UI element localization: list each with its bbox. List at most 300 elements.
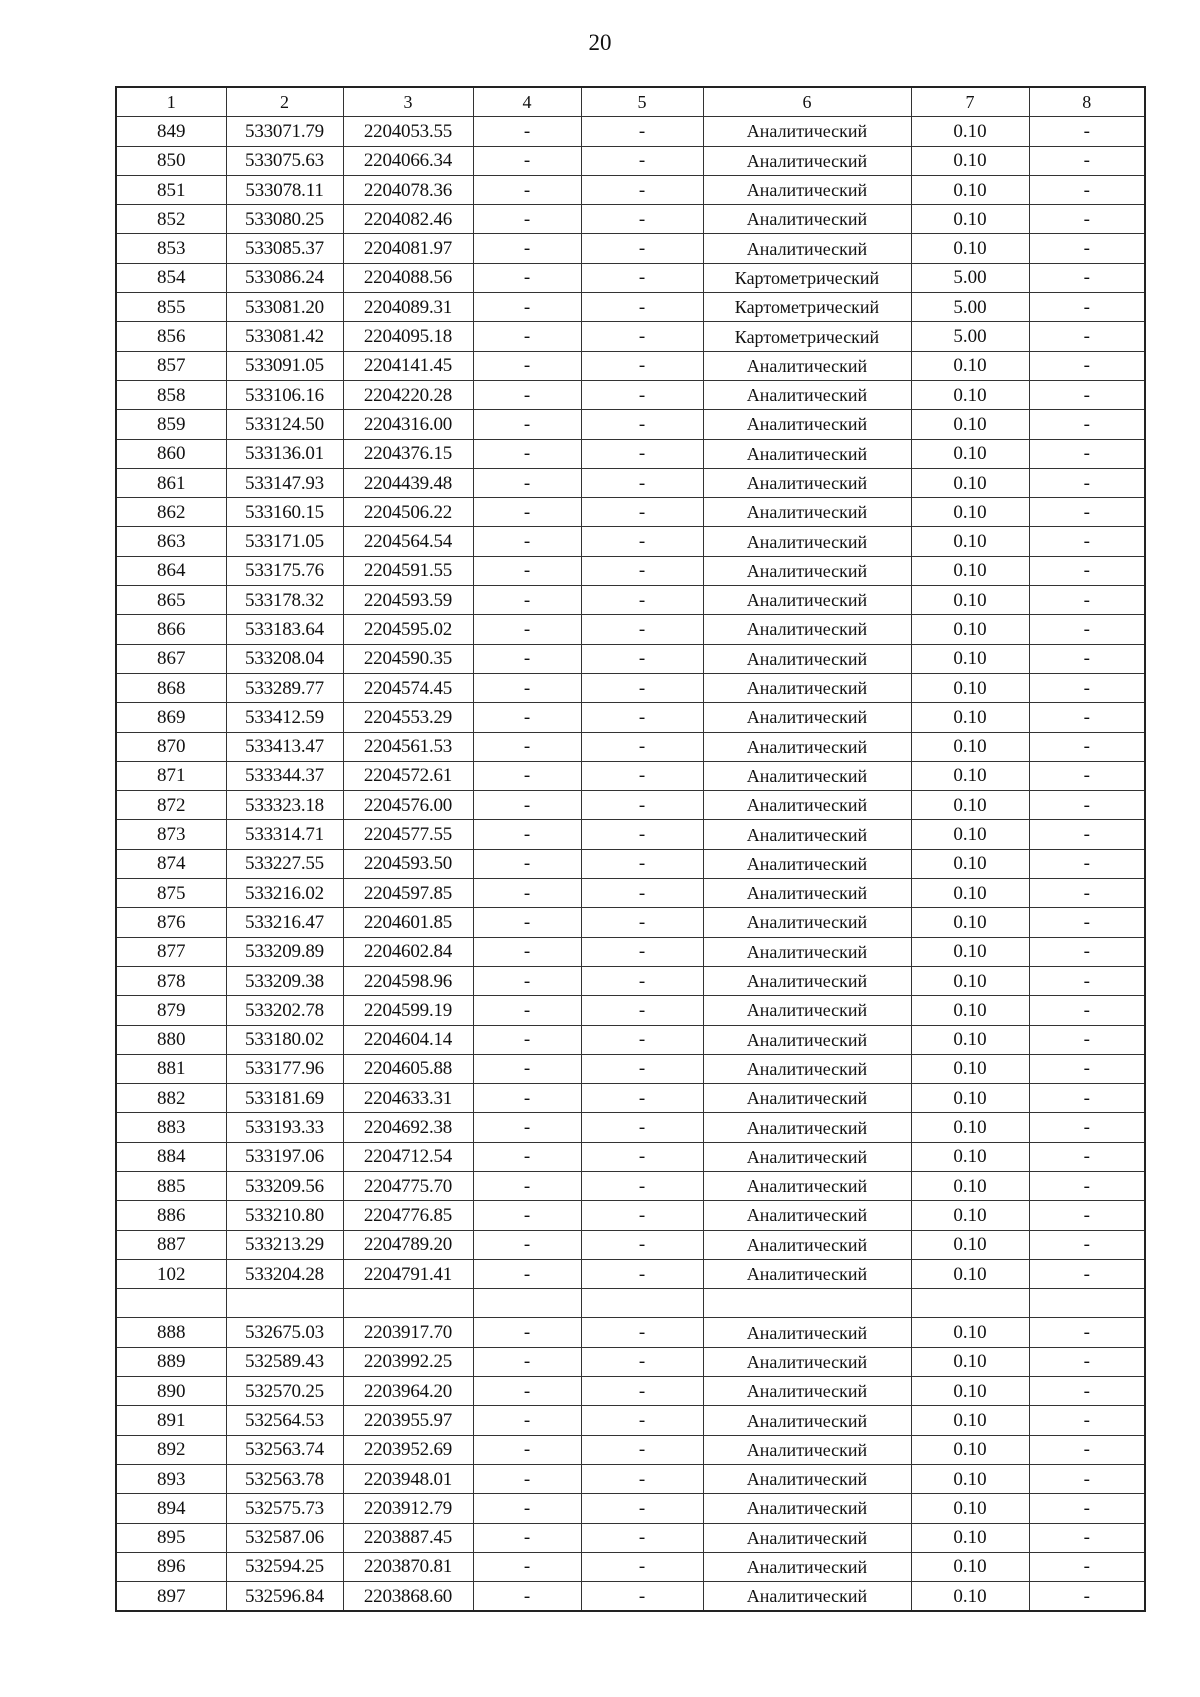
cell-accuracy: 0.10	[911, 410, 1029, 439]
cell-accuracy: 0.10	[911, 205, 1029, 234]
cell-point-number: 871	[116, 761, 226, 790]
cell-method: Аналитический	[703, 1084, 911, 1113]
cell-point-number: 867	[116, 644, 226, 673]
cell-col-4: -	[473, 1464, 581, 1493]
cell-col-4: -	[473, 1201, 581, 1230]
cell-col-5: -	[581, 1025, 703, 1054]
cell-y-coordinate: 2204604.14	[343, 1025, 473, 1054]
cell-point-number: 856	[116, 322, 226, 351]
cell-y-coordinate: 2204598.96	[343, 966, 473, 995]
cell-col-5: -	[581, 1201, 703, 1230]
cell-y-coordinate: 2204376.15	[343, 439, 473, 468]
cell-col-5: -	[581, 175, 703, 204]
cell-point-number: 870	[116, 732, 226, 761]
cell-col-8: -	[1029, 117, 1145, 146]
cell-col-8: -	[1029, 234, 1145, 263]
cell-col-4: -	[473, 761, 581, 790]
cell-y-coordinate: 2204605.88	[343, 1054, 473, 1083]
cell-col-8: -	[1029, 1464, 1145, 1493]
cell-accuracy: 0.10	[911, 175, 1029, 204]
cell-x-coordinate: 533136.01	[226, 439, 343, 468]
cell-x-coordinate: 533086.24	[226, 263, 343, 292]
cell-y-coordinate: 2203870.81	[343, 1552, 473, 1581]
cell-y-coordinate: 2204439.48	[343, 468, 473, 497]
cell-col-4: -	[473, 791, 581, 820]
cell-point-number: 849	[116, 117, 226, 146]
cell-col-8: -	[1029, 175, 1145, 204]
cell-point-number: 887	[116, 1230, 226, 1259]
table-row	[116, 791, 1145, 820]
cell-y-coordinate: 2203992.25	[343, 1347, 473, 1376]
cell-col-5: -	[581, 527, 703, 556]
table-row	[116, 966, 1145, 995]
cell-accuracy: 0.10	[911, 146, 1029, 175]
table-row	[116, 1201, 1145, 1230]
cell-method: Аналитический	[703, 205, 911, 234]
cell-y-coordinate: 2204553.29	[343, 703, 473, 732]
cell-col-8: -	[1029, 380, 1145, 409]
cell-y-coordinate: 2204633.31	[343, 1084, 473, 1113]
table-row	[116, 351, 1145, 380]
cell-col-5: -	[581, 996, 703, 1025]
cell-col-8: -	[1029, 468, 1145, 497]
cell-col-8: -	[1029, 879, 1145, 908]
cell-x-coordinate: 533124.50	[226, 410, 343, 439]
cell-method: Аналитический	[703, 1025, 911, 1054]
cell-method: Аналитический	[703, 410, 911, 439]
cell-method: Аналитический	[703, 849, 911, 878]
cell-col-8: -	[1029, 351, 1145, 380]
cell-point-number: 878	[116, 966, 226, 995]
cell-point-number: 853	[116, 234, 226, 263]
cell-y-coordinate: 2204602.84	[343, 937, 473, 966]
cell-x-coordinate: 533071.79	[226, 117, 343, 146]
cell-col-4: -	[473, 1582, 581, 1612]
cell-col-5: -	[581, 1347, 703, 1376]
cell-y-coordinate: 2204564.54	[343, 527, 473, 556]
table-row	[116, 586, 1145, 615]
cell-x-coordinate	[226, 1289, 343, 1318]
cell-point-number: 874	[116, 849, 226, 878]
cell-method: Аналитический	[703, 966, 911, 995]
cell-accuracy: 0.10	[911, 527, 1029, 556]
cell-method: Аналитический	[703, 527, 911, 556]
cell-col-4: -	[473, 1494, 581, 1523]
table-row	[116, 322, 1145, 351]
cell-point-number: 869	[116, 703, 226, 732]
cell-col-4: -	[473, 820, 581, 849]
cell-col-4: -	[473, 1259, 581, 1288]
cell-method: Аналитический	[703, 175, 911, 204]
cell-accuracy: 0.10	[911, 380, 1029, 409]
cell-x-coordinate: 533178.32	[226, 586, 343, 615]
cell-col-8: -	[1029, 703, 1145, 732]
cell-y-coordinate: 2204095.18	[343, 322, 473, 351]
cell-method: Картометрический	[703, 293, 911, 322]
cell-col-8: -	[1029, 791, 1145, 820]
cell-accuracy	[911, 1289, 1029, 1318]
cell-x-coordinate: 533183.64	[226, 615, 343, 644]
cell-method: Аналитический	[703, 1230, 911, 1259]
cell-y-coordinate: 2204776.85	[343, 1201, 473, 1230]
table-row	[116, 527, 1145, 556]
cell-method: Аналитический	[703, 1406, 911, 1435]
cell-x-coordinate: 533314.71	[226, 820, 343, 849]
cell-col-5: -	[581, 820, 703, 849]
cell-col-5: -	[581, 1406, 703, 1435]
cell-col-8: -	[1029, 1552, 1145, 1581]
cell-accuracy: 0.10	[911, 234, 1029, 263]
table-row	[116, 1113, 1145, 1142]
cell-accuracy: 0.10	[911, 1494, 1029, 1523]
cell-col-5: -	[581, 1552, 703, 1581]
cell-col-5: -	[581, 205, 703, 234]
cell-col-4: -	[473, 1054, 581, 1083]
cell-method: Аналитический	[703, 439, 911, 468]
cell-method: Аналитический	[703, 1171, 911, 1200]
table-row	[116, 761, 1145, 790]
cell-col-8: -	[1029, 1377, 1145, 1406]
cell-y-coordinate: 2204595.02	[343, 615, 473, 644]
cell-method: Аналитический	[703, 1552, 911, 1581]
cell-accuracy: 5.00	[911, 263, 1029, 292]
cell-method: Аналитический	[703, 820, 911, 849]
cell-accuracy: 0.10	[911, 1230, 1029, 1259]
table-row	[116, 556, 1145, 585]
cell-y-coordinate: 2204593.59	[343, 586, 473, 615]
cell-method: Аналитический	[703, 498, 911, 527]
cell-x-coordinate: 533289.77	[226, 673, 343, 702]
cell-col-4: -	[473, 1230, 581, 1259]
cell-col-8: -	[1029, 1201, 1145, 1230]
cell-col-8: -	[1029, 1113, 1145, 1142]
table-row	[116, 1025, 1145, 1054]
cell-col-5: -	[581, 322, 703, 351]
table-row	[116, 1582, 1145, 1612]
cell-accuracy: 0.10	[911, 1201, 1029, 1230]
cell-col-5: -	[581, 1582, 703, 1612]
cell-point-number: 897	[116, 1582, 226, 1612]
cell-y-coordinate: 2204601.85	[343, 908, 473, 937]
cell-col-4: -	[473, 1377, 581, 1406]
cell-method: Картометрический	[703, 322, 911, 351]
cell-x-coordinate: 533181.69	[226, 1084, 343, 1113]
cell-point-number: 851	[116, 175, 226, 204]
cell-col-4: -	[473, 644, 581, 673]
cell-x-coordinate: 533227.55	[226, 849, 343, 878]
cell-accuracy: 0.10	[911, 1025, 1029, 1054]
cell-accuracy: 0.10	[911, 703, 1029, 732]
cell-col-5: -	[581, 439, 703, 468]
table-row	[116, 996, 1145, 1025]
cell-y-coordinate: 2204082.46	[343, 205, 473, 234]
cell-col-8: -	[1029, 849, 1145, 878]
cell-col-5: -	[581, 703, 703, 732]
cell-col-8: -	[1029, 820, 1145, 849]
table-row	[116, 117, 1145, 146]
cell-col-5: -	[581, 468, 703, 497]
cell-y-coordinate: 2204590.35	[343, 644, 473, 673]
cell-y-coordinate: 2204066.34	[343, 146, 473, 175]
cell-col-4: -	[473, 1406, 581, 1435]
cell-col-4: -	[473, 966, 581, 995]
table-row	[116, 732, 1145, 761]
cell-method: Аналитический	[703, 1494, 911, 1523]
cell-col-4: -	[473, 879, 581, 908]
cell-col-8: -	[1029, 732, 1145, 761]
cell-method: Аналитический	[703, 1435, 911, 1464]
cell-col-8: -	[1029, 1054, 1145, 1083]
cell-col-4: -	[473, 849, 581, 878]
column-header-5: 5	[581, 87, 703, 117]
cell-point-number: 865	[116, 586, 226, 615]
table-row	[116, 1142, 1145, 1171]
cell-y-coordinate: 2204597.85	[343, 879, 473, 908]
column-header-4: 4	[473, 87, 581, 117]
cell-method: Аналитический	[703, 761, 911, 790]
cell-x-coordinate: 533180.02	[226, 1025, 343, 1054]
cell-point-number: 875	[116, 879, 226, 908]
cell-y-coordinate: 2203952.69	[343, 1435, 473, 1464]
cell-col-4: -	[473, 293, 581, 322]
cell-col-8: -	[1029, 761, 1145, 790]
cell-method: Аналитический	[703, 1201, 911, 1230]
cell-col-8: -	[1029, 1435, 1145, 1464]
cell-point-number: 884	[116, 1142, 226, 1171]
cell-method: Аналитический	[703, 1113, 911, 1142]
cell-accuracy: 0.10	[911, 1318, 1029, 1347]
table-row	[116, 1054, 1145, 1083]
cell-method: Аналитический	[703, 117, 911, 146]
cell-col-5	[581, 1289, 703, 1318]
cell-accuracy: 0.10	[911, 1582, 1029, 1612]
cell-x-coordinate: 533197.06	[226, 1142, 343, 1171]
cell-col-8: -	[1029, 410, 1145, 439]
cell-point-number: 857	[116, 351, 226, 380]
table-row	[116, 937, 1145, 966]
cell-col-8	[1029, 1289, 1145, 1318]
cell-accuracy: 5.00	[911, 293, 1029, 322]
cell-col-4: -	[473, 410, 581, 439]
table-header-row	[116, 87, 1145, 117]
cell-col-5: -	[581, 380, 703, 409]
cell-x-coordinate: 532589.43	[226, 1347, 343, 1376]
cell-y-coordinate: 2204593.50	[343, 849, 473, 878]
cell-accuracy: 0.10	[911, 1171, 1029, 1200]
cell-accuracy: 0.10	[911, 937, 1029, 966]
cell-col-8: -	[1029, 322, 1145, 351]
cell-y-coordinate: 2203955.97	[343, 1406, 473, 1435]
cell-x-coordinate: 533202.78	[226, 996, 343, 1025]
cell-col-5: -	[581, 761, 703, 790]
coordinates-table	[115, 86, 1146, 1612]
cell-method: Аналитический	[703, 937, 911, 966]
cell-point-number: 885	[116, 1171, 226, 1200]
cell-point-number: 892	[116, 1435, 226, 1464]
table-row	[116, 849, 1145, 878]
table-row	[116, 1347, 1145, 1376]
cell-method: Аналитический	[703, 879, 911, 908]
cell-point-number: 881	[116, 1054, 226, 1083]
cell-col-4: -	[473, 263, 581, 292]
cell-col-5: -	[581, 644, 703, 673]
cell-col-4: -	[473, 468, 581, 497]
cell-col-4: -	[473, 205, 581, 234]
table-row	[116, 1171, 1145, 1200]
cell-method: Аналитический	[703, 468, 911, 497]
cell-point-number: 876	[116, 908, 226, 937]
cell-col-4: -	[473, 322, 581, 351]
cell-col-5: -	[581, 966, 703, 995]
cell-point-number: 893	[116, 1464, 226, 1493]
table-row	[116, 498, 1145, 527]
cell-y-coordinate: 2203964.20	[343, 1377, 473, 1406]
cell-point-number: 894	[116, 1494, 226, 1523]
column-header-3: 3	[343, 87, 473, 117]
cell-col-5: -	[581, 1318, 703, 1347]
cell-accuracy: 0.10	[911, 732, 1029, 761]
cell-col-5: -	[581, 879, 703, 908]
cell-col-8: -	[1029, 1318, 1145, 1347]
cell-point-number: 873	[116, 820, 226, 849]
cell-accuracy: 0.10	[911, 468, 1029, 497]
cell-x-coordinate: 533081.42	[226, 322, 343, 351]
cell-x-coordinate: 533080.25	[226, 205, 343, 234]
cell-accuracy: 5.00	[911, 322, 1029, 351]
cell-x-coordinate: 532564.53	[226, 1406, 343, 1435]
table-row	[116, 205, 1145, 234]
cell-x-coordinate: 533209.56	[226, 1171, 343, 1200]
table-row	[116, 673, 1145, 702]
cell-col-8: -	[1029, 1171, 1145, 1200]
cell-col-4: -	[473, 1318, 581, 1347]
cell-col-4: -	[473, 556, 581, 585]
cell-col-5: -	[581, 146, 703, 175]
cell-col-5: -	[581, 732, 703, 761]
cell-method: Аналитический	[703, 1054, 911, 1083]
cell-y-coordinate: 2203948.01	[343, 1464, 473, 1493]
cell-col-8: -	[1029, 263, 1145, 292]
cell-col-5: -	[581, 849, 703, 878]
cell-x-coordinate: 533213.29	[226, 1230, 343, 1259]
cell-method: Аналитический	[703, 908, 911, 937]
cell-col-8: -	[1029, 1494, 1145, 1523]
cell-x-coordinate: 533160.15	[226, 498, 343, 527]
cell-method: Аналитический	[703, 644, 911, 673]
cell-point-number: 854	[116, 263, 226, 292]
table-row	[116, 879, 1145, 908]
cell-method: Аналитический	[703, 615, 911, 644]
cell-col-8: -	[1029, 1406, 1145, 1435]
cell-point-number: 861	[116, 468, 226, 497]
cell-accuracy: 0.10	[911, 615, 1029, 644]
table-row	[116, 1552, 1145, 1581]
cell-col-4: -	[473, 673, 581, 702]
cell-col-5: -	[581, 1435, 703, 1464]
cell-col-8: -	[1029, 146, 1145, 175]
table-row	[116, 644, 1145, 673]
cell-method: Аналитический	[703, 703, 911, 732]
cell-x-coordinate: 533216.47	[226, 908, 343, 937]
cell-col-4: -	[473, 1435, 581, 1464]
table-row	[116, 1523, 1145, 1552]
table-row	[116, 146, 1145, 175]
cell-accuracy: 0.10	[911, 1259, 1029, 1288]
cell-col-5: -	[581, 1171, 703, 1200]
cell-col-8: -	[1029, 1347, 1145, 1376]
cell-point-number: 882	[116, 1084, 226, 1113]
cell-col-4: -	[473, 1113, 581, 1142]
cell-col-8: -	[1029, 1084, 1145, 1113]
cell-col-5: -	[581, 908, 703, 937]
cell-point-number: 895	[116, 1523, 226, 1552]
cell-col-8: -	[1029, 527, 1145, 556]
cell-point-number: 852	[116, 205, 226, 234]
cell-method: Аналитический	[703, 380, 911, 409]
cell-col-4: -	[473, 937, 581, 966]
cell-accuracy: 0.10	[911, 1552, 1029, 1581]
table-row	[116, 1318, 1145, 1347]
table-row	[116, 410, 1145, 439]
cell-col-4: -	[473, 234, 581, 263]
cell-x-coordinate: 532575.73	[226, 1494, 343, 1523]
column-header-2: 2	[226, 87, 343, 117]
cell-point-number: 889	[116, 1347, 226, 1376]
cell-y-coordinate	[343, 1289, 473, 1318]
cell-y-coordinate: 2203868.60	[343, 1582, 473, 1612]
cell-col-4: -	[473, 908, 581, 937]
cell-accuracy: 0.10	[911, 908, 1029, 937]
column-header-7: 7	[911, 87, 1029, 117]
cell-accuracy: 0.10	[911, 761, 1029, 790]
cell-method: Аналитический	[703, 732, 911, 761]
cell-x-coordinate: 532594.25	[226, 1552, 343, 1581]
cell-col-4: -	[473, 146, 581, 175]
cell-method: Аналитический	[703, 1142, 911, 1171]
cell-accuracy: 0.10	[911, 498, 1029, 527]
cell-col-5: -	[581, 1464, 703, 1493]
cell-col-5: -	[581, 1054, 703, 1083]
cell-col-8: -	[1029, 908, 1145, 937]
cell-y-coordinate: 2204053.55	[343, 117, 473, 146]
table-row	[116, 175, 1145, 204]
cell-y-coordinate: 2204506.22	[343, 498, 473, 527]
cell-point-number: 883	[116, 1113, 226, 1142]
cell-col-4: -	[473, 380, 581, 409]
cell-y-coordinate: 2203917.70	[343, 1318, 473, 1347]
cell-col-5: -	[581, 234, 703, 263]
cell-col-8: -	[1029, 966, 1145, 995]
cell-x-coordinate: 532596.84	[226, 1582, 343, 1612]
cell-col-5: -	[581, 351, 703, 380]
cell-col-4: -	[473, 439, 581, 468]
cell-col-8: -	[1029, 205, 1145, 234]
cell-accuracy: 0.10	[911, 820, 1029, 849]
cell-y-coordinate: 2204791.41	[343, 1259, 473, 1288]
cell-method	[703, 1289, 911, 1318]
cell-x-coordinate: 532563.78	[226, 1464, 343, 1493]
cell-col-4: -	[473, 117, 581, 146]
cell-point-number: 102	[116, 1259, 226, 1288]
cell-col-8: -	[1029, 498, 1145, 527]
cell-point-number: 850	[116, 146, 226, 175]
cell-accuracy: 0.10	[911, 673, 1029, 702]
cell-col-5: -	[581, 1084, 703, 1113]
table-row	[116, 234, 1145, 263]
cell-col-4: -	[473, 175, 581, 204]
cell-col-4: -	[473, 1142, 581, 1171]
cell-col-5: -	[581, 556, 703, 585]
